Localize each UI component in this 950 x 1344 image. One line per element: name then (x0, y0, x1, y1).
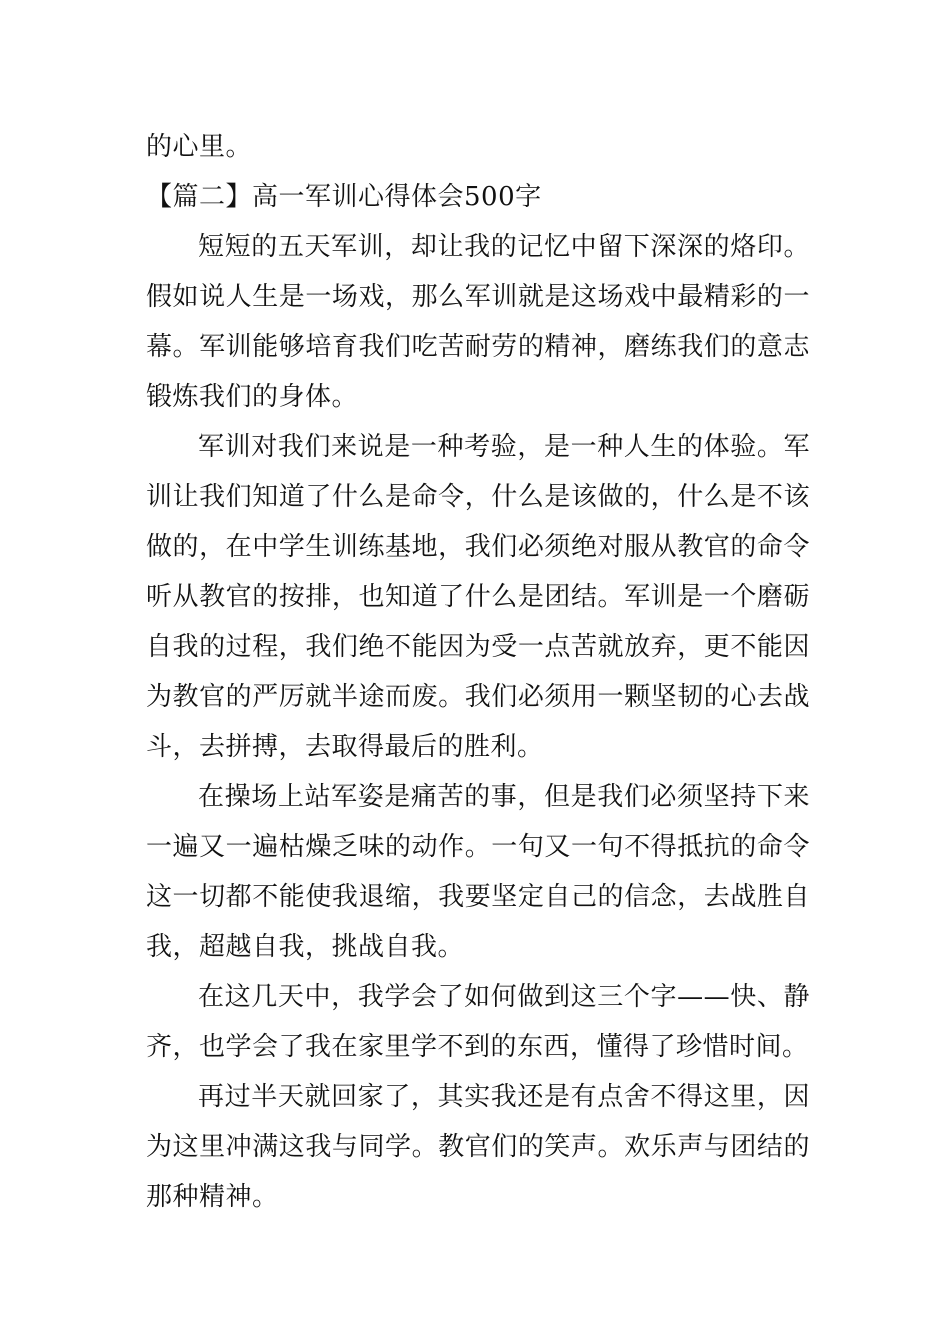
document-body (146, 122, 810, 1222)
paragraph-4: 在这几天中，我学会了如何做到这三个字——快、静齐，也学会了我在家里学不到的东西，懂得了珍惜时间。 (146, 982, 810, 1062)
section-heading: 【篇二】高一军训心得体会500字 (146, 182, 542, 212)
paragraph-5: 再过半天就回家了，其实我还是有点舍不得这里，因为这里冲满这我与同学。教官们的笑声。欢乐声与团结的那种精神。 (146, 1082, 810, 1212)
paragraph-3: 在操场上站军姿是痛苦的事，但是我们必须坚持下来一遍又一遍枯燥乏味的动作。一句又一句不得抵抗的命令这一切都不能使我退缩，我要坚定自己的信念，去战胜自我，超越自我，挑战自我。 (146, 782, 810, 962)
paragraph-2: 军训对我们来说是一种考验，是一种人生的体验。军训让我们知道了什么是命令，什么是该做的，什么是不该做的，在中学生训练基地，我们必须绝对服从教官的命令听从教官的按排，也知道了什么是团结。军训是一个磨砺自我的过程，我们绝不能因为受一点苦就放弃，更不能因为教官的严厉就半途而废。我们必须用一颗坚韧的心去战斗，去拼搏，去取得最后的胜利。 (146, 432, 810, 762)
continuation-text: 的心里。 (146, 132, 253, 162)
paragraph-1: 短短的五天军训，却让我的记忆中留下深深的烙印。假如说人生是一场戏，那么军训就是这场戏中最精彩的一幕。军训能够培育我们吃苦耐劳的精神，磨练我们的意志锻炼我们的身体。 (146, 232, 810, 412)
